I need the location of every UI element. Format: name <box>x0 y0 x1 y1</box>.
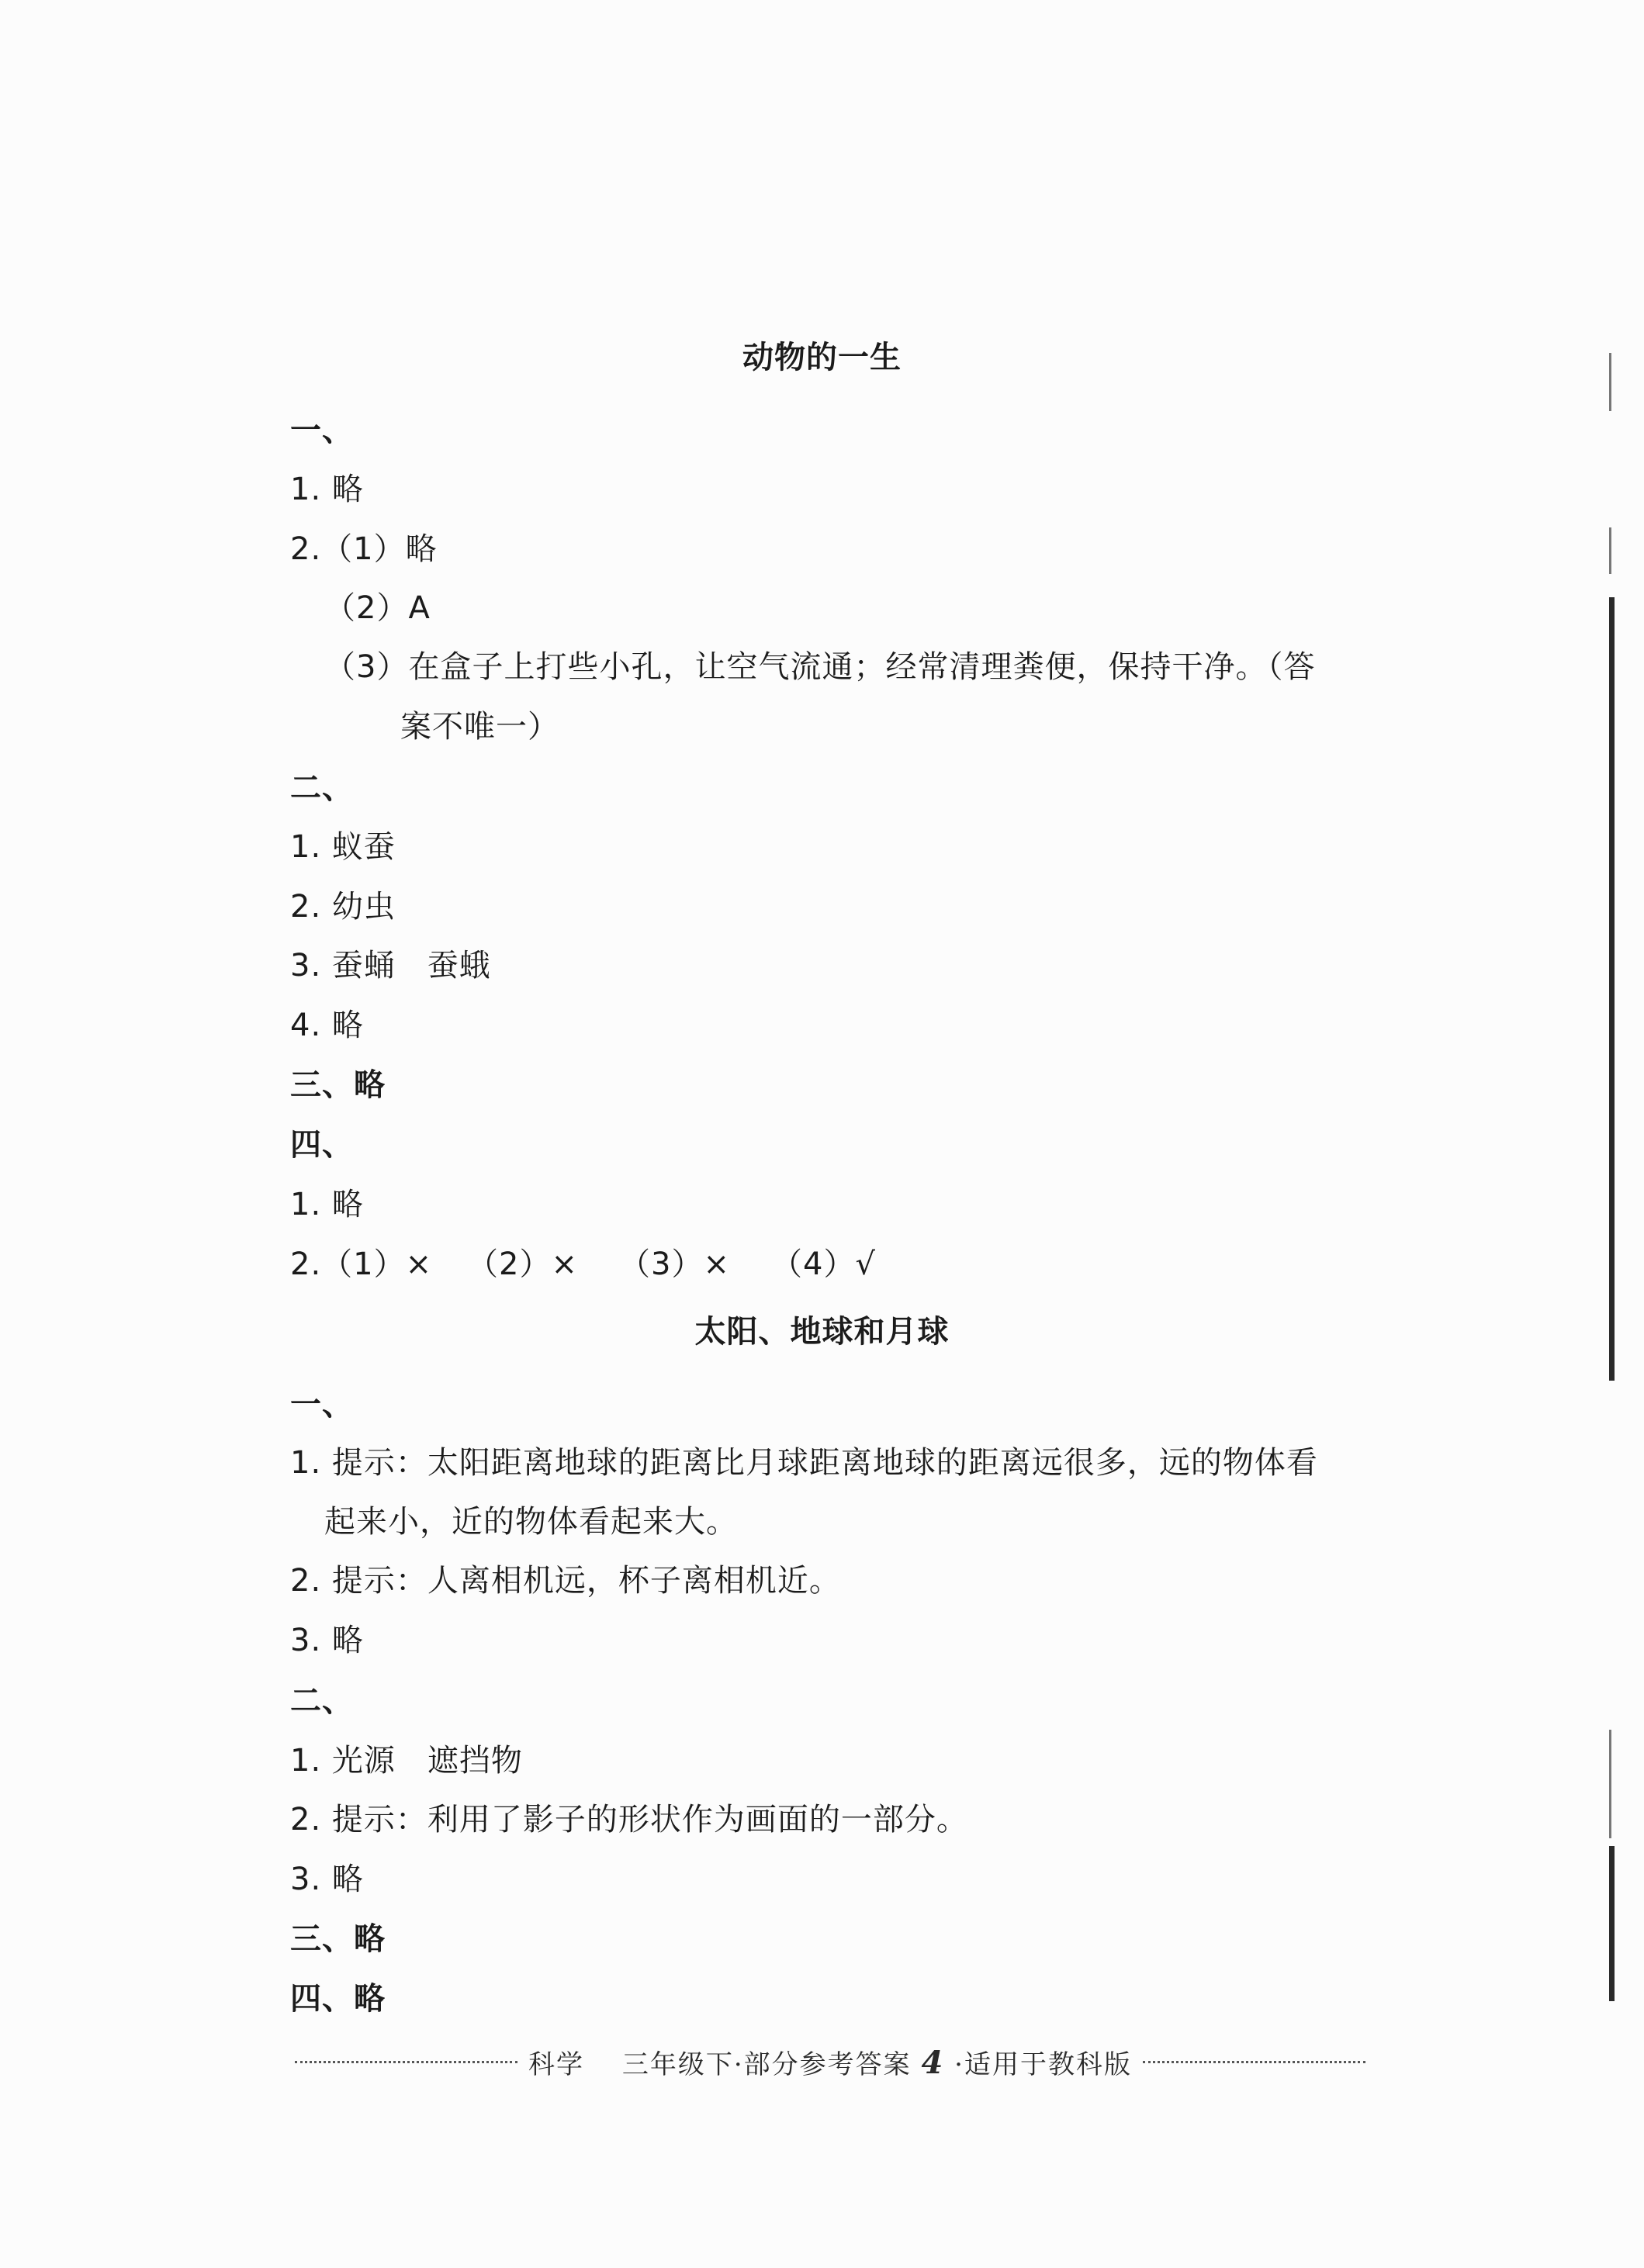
part-heading: 一、 <box>290 413 354 448</box>
answer-line: 3. 略 <box>290 1623 364 1658</box>
answer-line: 1. 提示：太阳距离地球的距离比月球距离地球的距离远很多，远的物体看 <box>290 1445 1318 1481</box>
part-heading: 三、略 <box>290 1067 386 1103</box>
footer-edition: ·适用于教科版 <box>954 2048 1132 2080</box>
answer-line: 3. 蚕蛹 蚕蛾 <box>290 948 491 984</box>
answer-line: 1. 光源 遮挡物 <box>290 1743 523 1779</box>
scan-edge-mark <box>1609 1846 1615 2001</box>
true-false-answers <box>290 1241 923 1288</box>
answer-line: 2. 提示：利用了影子的形状作为画面的一部分。 <box>290 1802 968 1838</box>
answer-line: （3）在盒子上打些小孔，让空气流通；经常清理粪便，保持干净。（答 <box>324 649 1316 685</box>
section-title: 太阳、地球和月球 <box>694 1314 950 1350</box>
footer-subject: 科学 <box>528 2048 585 2080</box>
footer-text <box>517 2043 1143 2081</box>
page-footer <box>295 2040 1365 2083</box>
scan-edge-mark <box>1609 597 1615 1381</box>
page-number: 4 <box>921 2044 945 2081</box>
answer-line: 2.（1）略 <box>290 531 438 567</box>
answer-line: 1. 略 <box>290 472 364 507</box>
scan-edge-mark <box>1609 1730 1611 1838</box>
tf-answer: （2）× <box>467 1246 578 1282</box>
scan-edge-mark <box>1609 527 1611 574</box>
part-heading: 三、略 <box>290 1921 386 1957</box>
answer-line: 3. 略 <box>290 1862 364 1897</box>
part-heading: 四、 <box>290 1127 354 1163</box>
scan-edge-mark <box>1609 353 1611 411</box>
answer-line: 2. 幼虫 <box>290 889 396 925</box>
footer-grade: 三年级下·部分参考答案 <box>621 2048 912 2080</box>
tf-answer: （4）√ <box>771 1246 876 1282</box>
answer-line: 起来小，近的物体看起来大。 <box>324 1504 738 1540</box>
tf-answer: 2.（1）× <box>290 1246 433 1282</box>
section-title: 动物的一生 <box>742 340 902 375</box>
part-heading: 二、 <box>290 770 354 806</box>
footer-rule-right <box>1143 2061 1365 2063</box>
answer-line: 案不唯一） <box>400 709 559 745</box>
answer-line: （2）A <box>324 590 431 626</box>
answer-line: 2. 提示：人离相机远，杯子离相机近。 <box>290 1563 841 1599</box>
part-heading: 四、略 <box>290 1981 386 2017</box>
footer-rule-left <box>295 2061 517 2063</box>
answer-line: 4. 略 <box>290 1008 364 1043</box>
answer-line: 1. 蚁蚕 <box>290 829 396 865</box>
part-heading: 一、 <box>290 1387 354 1423</box>
answer-line: 1. 略 <box>290 1187 364 1222</box>
tf-answer: （3）× <box>619 1246 730 1282</box>
part-heading: 二、 <box>290 1683 354 1719</box>
